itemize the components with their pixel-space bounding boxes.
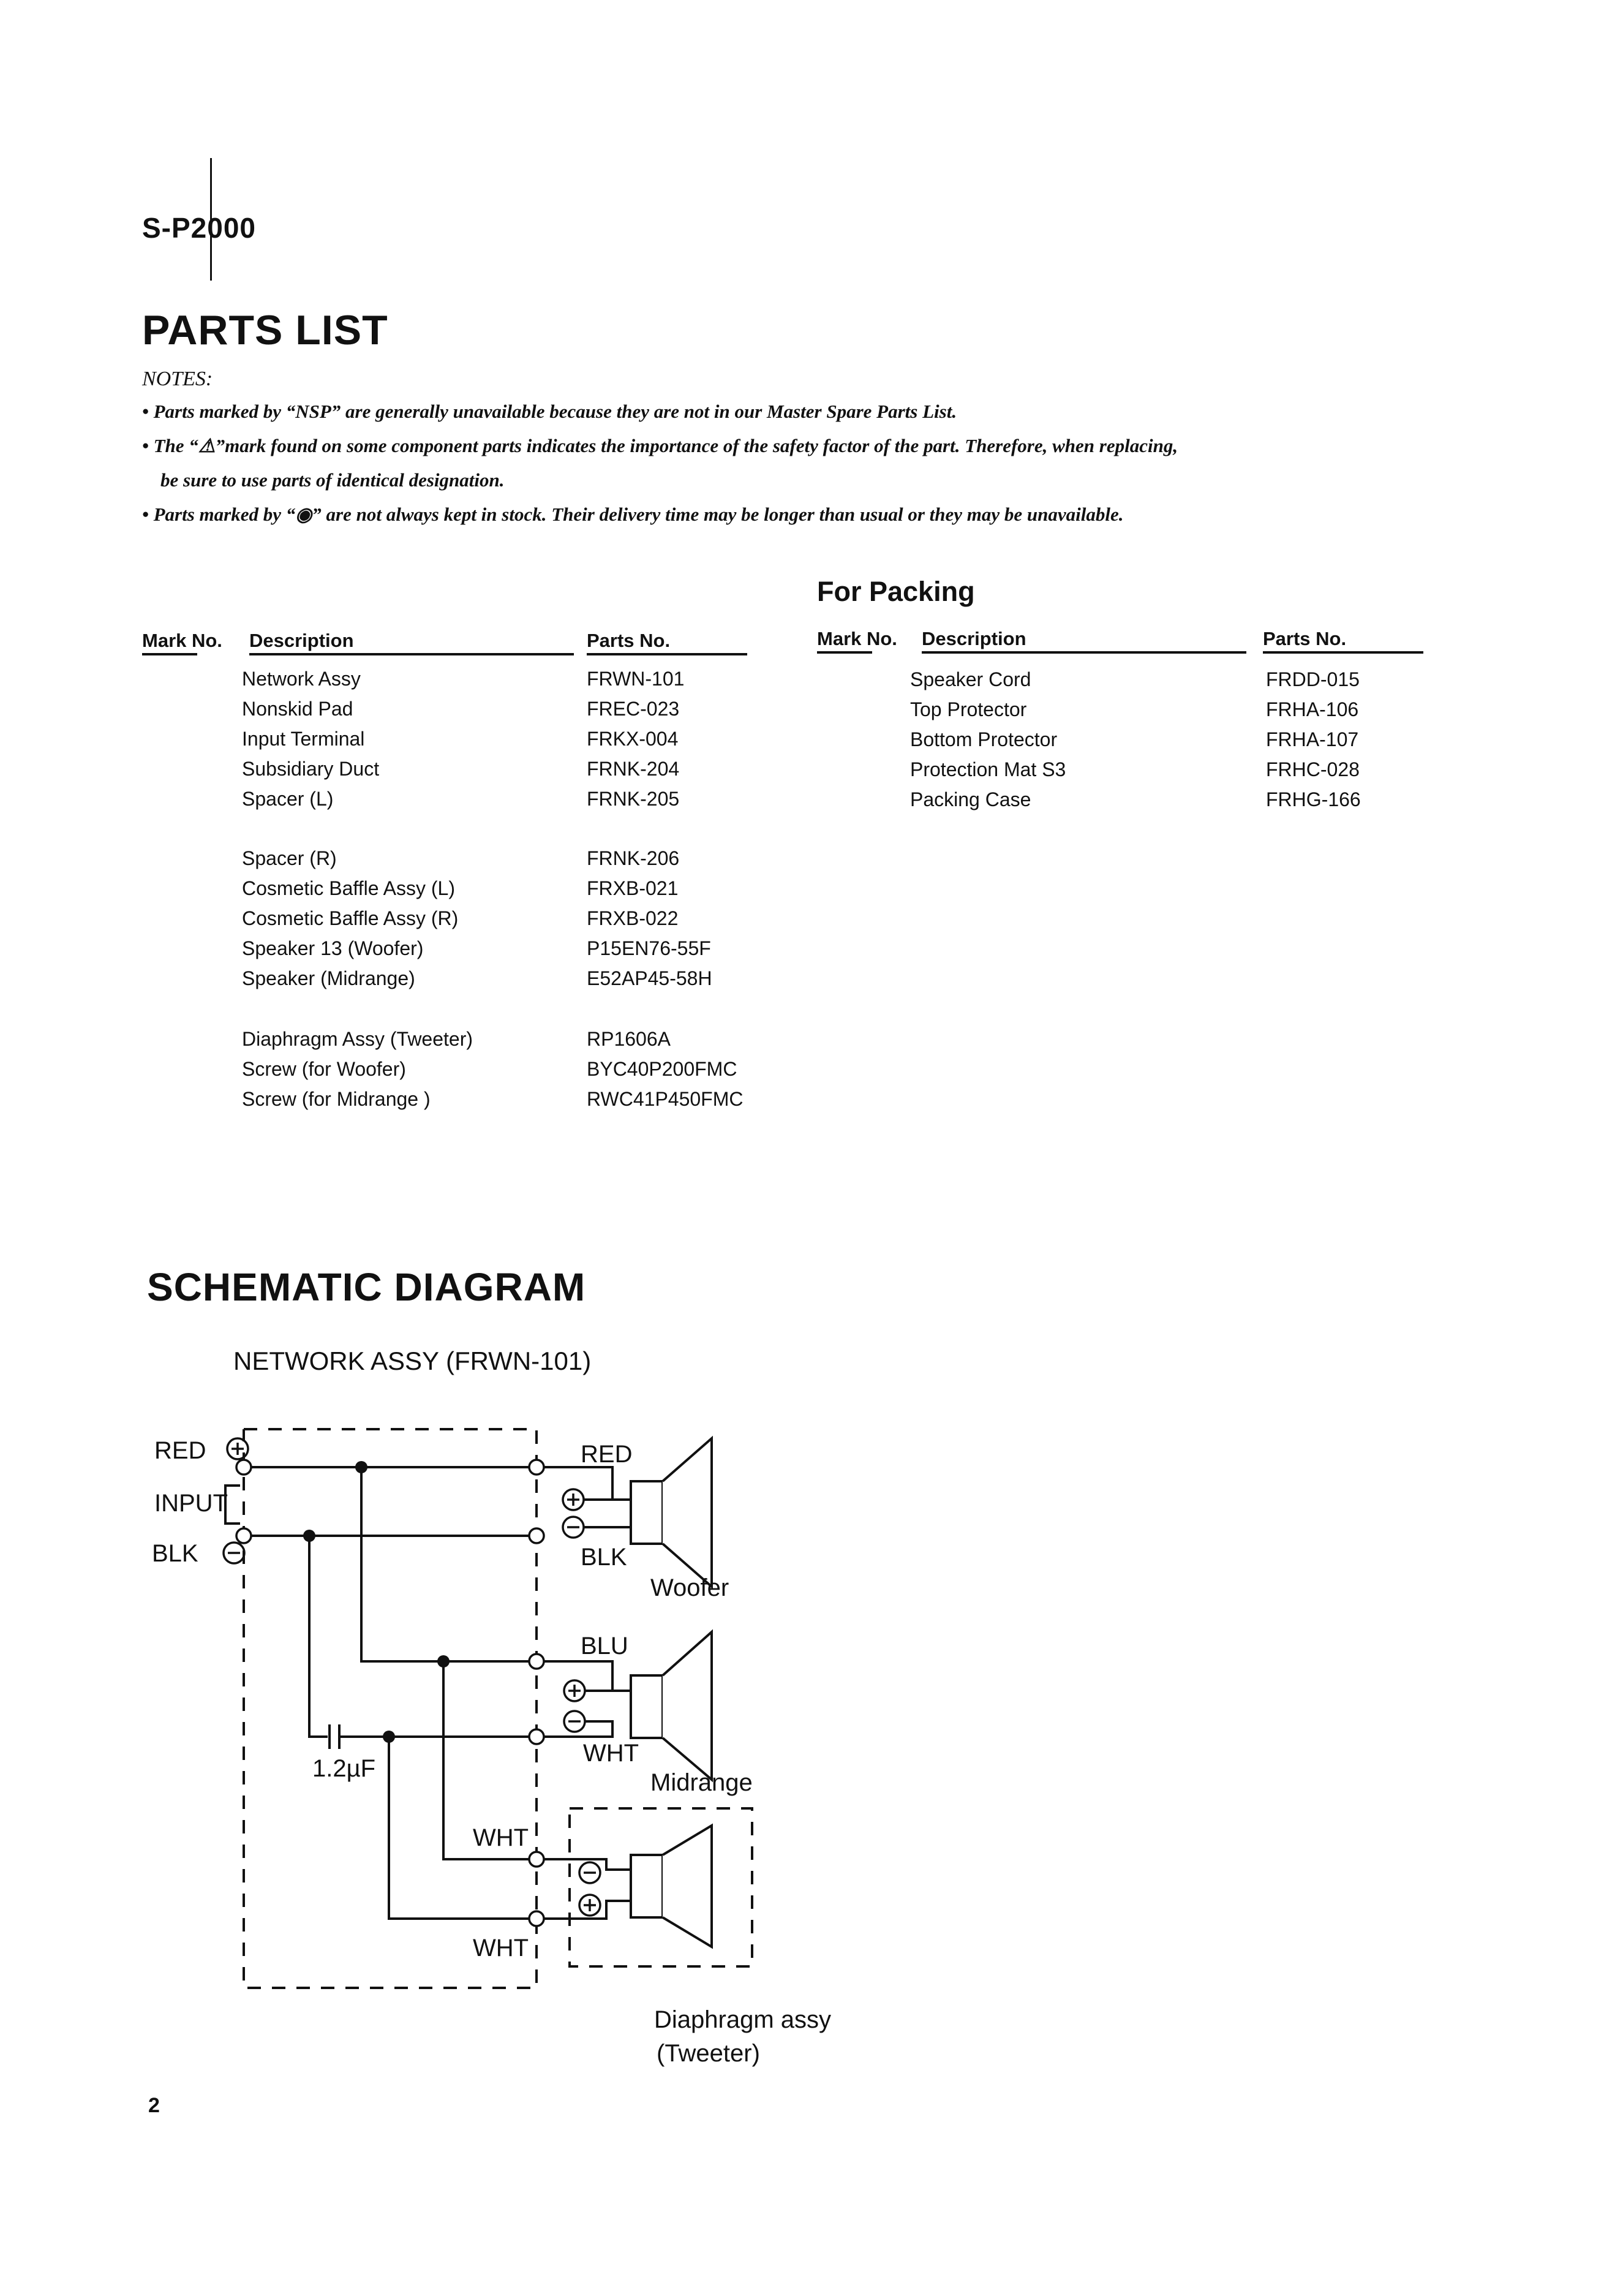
label-midrange: Midrange — [650, 1769, 753, 1796]
label-blu: BLU — [581, 1633, 628, 1660]
part-description: Input Terminal — [242, 728, 365, 750]
minus-icon — [564, 1711, 585, 1732]
plus-icon — [564, 1680, 585, 1701]
packing-number: FRHA-106 — [1266, 698, 1359, 720]
part-description: Screw (for Woofer) — [242, 1058, 406, 1080]
note-3: • Parts marked by “◉” are not always kept in stock. Their delivery time may be longer than usual or they may be unavailable. — [142, 504, 1124, 525]
part-description: Nonskid Pad — [242, 698, 353, 720]
part-description: Speaker 13 (Woofer) — [242, 937, 424, 959]
part-description: Subsidiary Duct — [242, 758, 380, 780]
part-number: FRNK-206 — [587, 847, 680, 869]
part-description: Network Assy — [242, 668, 361, 690]
part-description: Cosmetic Baffle Assy (L) — [242, 877, 455, 899]
midrange-speaker-icon — [631, 1632, 712, 1780]
part-number: BYC40P200FMC — [587, 1058, 737, 1080]
part-number: FRWN-101 — [587, 668, 685, 690]
packing-number: FRHG-166 — [1266, 788, 1361, 810]
packing-description: Protection Mat S3 — [910, 758, 1066, 780]
part-number: P15EN76-55F — [587, 937, 711, 959]
packing-description: Packing Case — [910, 788, 1031, 810]
junction-dot — [383, 1731, 395, 1743]
label-tweeter-line2: (Tweeter) — [657, 2040, 760, 2067]
part-description: Spacer (L) — [242, 788, 334, 810]
part-number: FRXB-022 — [587, 907, 679, 929]
label-wht-bottom: WHT — [473, 1935, 529, 1962]
terminal-icon — [529, 1852, 544, 1867]
col-description: Description — [249, 630, 354, 651]
terminal-icon — [529, 1460, 544, 1475]
packing-col-mark-no: Mark No. — [817, 628, 897, 649]
col-mark-no: Mark No. — [142, 630, 222, 651]
part-number: RP1606A — [587, 1028, 671, 1050]
terminal-icon — [236, 1528, 251, 1543]
part-number: FRKX-004 — [587, 728, 679, 750]
note-2-continued: be sure to use parts of identical designation. — [160, 469, 505, 491]
part-description: Speaker (Midrange) — [242, 967, 415, 989]
col-parts-no: Parts No. — [587, 630, 671, 651]
terminal-icon — [529, 1528, 544, 1543]
wire-woofer-to-midrange — [361, 1467, 537, 1661]
tweeter-speaker-icon — [631, 1826, 712, 1947]
packing-description: Speaker Cord — [910, 668, 1031, 690]
label-blk-input: BLK — [152, 1540, 198, 1567]
part-number: FRNK-204 — [587, 758, 680, 780]
packing-number: FRHC-028 — [1266, 758, 1360, 780]
minus-icon — [563, 1517, 584, 1538]
schematic-title: SCHEMATIC DIAGRAM — [147, 1265, 586, 1309]
junction-dot — [437, 1655, 450, 1667]
minus-icon — [224, 1543, 244, 1563]
label-input: INPUT — [154, 1490, 228, 1517]
packing-description: Top Protector — [910, 698, 1027, 720]
terminal-icon — [236, 1460, 251, 1475]
part-description: Cosmetic Baffle Assy (R) — [242, 907, 459, 929]
terminal-icon — [529, 1654, 544, 1669]
packing-col-description: Description — [922, 628, 1026, 649]
packing-col-parts-no: Parts No. — [1263, 628, 1347, 649]
label-red-output: RED — [581, 1441, 633, 1468]
minus-icon — [579, 1862, 600, 1883]
terminal-icon — [529, 1911, 544, 1926]
part-number: FREC-023 — [587, 698, 680, 720]
terminal-icon — [529, 1729, 544, 1744]
label-wht-top: WHT — [473, 1824, 529, 1851]
label-capacitor: 1.2µF — [312, 1755, 376, 1782]
part-description: Screw (for Midrange ) — [242, 1088, 431, 1110]
note-1: • Parts marked by “NSP” are generally unavailable because they are not in our Master Spare Parts List. — [142, 401, 957, 422]
label-tweeter-line1: Diaphragm assy — [654, 2006, 832, 2033]
part-number: FRNK-205 — [587, 788, 680, 810]
part-number: E52AP45-58H — [587, 967, 712, 989]
part-description: Spacer (R) — [242, 847, 337, 869]
label-blk-output: BLK — [581, 1544, 627, 1571]
packing-number: FRHA-107 — [1266, 728, 1359, 750]
label-red-input: RED — [154, 1437, 206, 1464]
part-description: Diaphragm Assy (Tweeter) — [242, 1028, 473, 1050]
schematic-subtitle: NETWORK ASSY (FRWN-101) — [233, 1346, 592, 1375]
note-2: • The “⚠”mark found on some component parts indicates the importance of the safety factor of the part. Therefore, when replacing, — [142, 435, 1178, 456]
label-wht-midrange: WHT — [583, 1740, 639, 1767]
label-woofer: Woofer — [650, 1574, 729, 1601]
plus-icon — [227, 1438, 248, 1459]
model-number: S-P2000 — [142, 212, 257, 244]
page-number: 2 — [148, 2094, 160, 2117]
part-number: FRXB-021 — [587, 877, 679, 899]
packing-title: For Packing — [817, 576, 975, 607]
junction-dot — [303, 1530, 315, 1542]
plus-icon — [579, 1895, 600, 1916]
wire-cap-branch — [309, 1536, 328, 1737]
parts-list-title: PARTS LIST — [142, 307, 388, 353]
part-number: RWC41P450FMC — [587, 1088, 744, 1110]
packing-description: Bottom Protector — [910, 728, 1058, 750]
woofer-speaker-icon — [631, 1438, 712, 1587]
notes-title: NOTES: — [142, 368, 213, 390]
packing-number: FRDD-015 — [1266, 668, 1360, 690]
plus-icon — [563, 1489, 584, 1510]
junction-dot — [355, 1461, 367, 1473]
